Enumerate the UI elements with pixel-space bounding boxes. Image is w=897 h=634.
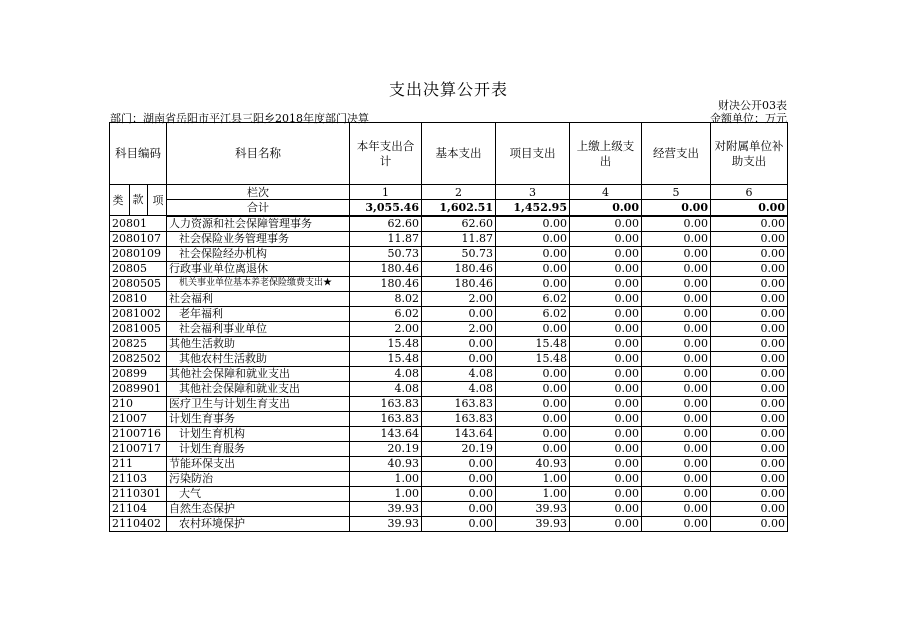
table-row [110, 411, 788, 426]
table-row [110, 501, 788, 516]
amount-cell: 0.00 [642, 336, 711, 351]
column-number: 5 [642, 185, 711, 200]
amount-cell: 0.00 [711, 441, 788, 456]
table-row [110, 306, 788, 321]
amount-cell: 0.00 [642, 261, 711, 276]
amount-cell: 15.48 [350, 351, 422, 366]
amount-cell: 0.00 [496, 366, 570, 381]
subject-code: 2082502 [110, 351, 167, 366]
subject-name: 社会保险业务管理事务 [167, 231, 350, 246]
amount-cell: 0.00 [642, 276, 711, 291]
amount-cell: 0.00 [642, 291, 711, 306]
subject-name: 其他社会保障和就业支出 [167, 366, 350, 381]
subject-code: 21103 [110, 471, 167, 486]
amount-cell: 6.02 [350, 306, 422, 321]
subject-name: 大气 [167, 486, 350, 501]
column-number: 2 [422, 185, 496, 200]
amount-cell: 0.00 [570, 261, 642, 276]
amount-cell: 0.00 [496, 441, 570, 456]
subject-code: 21104 [110, 501, 167, 516]
amount-cell: 0.00 [570, 396, 642, 411]
table-row [110, 396, 788, 411]
amount-cell: 0.00 [642, 456, 711, 471]
subject-name: 人力资源和社会保障管理事务 [167, 216, 350, 232]
amount-cell: 20.19 [422, 441, 496, 456]
subject-code: 20899 [110, 366, 167, 381]
amount-cell: 0.00 [711, 261, 788, 276]
total-value: 1,602.51 [422, 200, 496, 216]
amount-cell: 39.93 [496, 501, 570, 516]
amount-cell: 0.00 [570, 291, 642, 306]
amount-cell: 6.02 [496, 291, 570, 306]
amount-cell: 0.00 [422, 306, 496, 321]
subject-name: 其他生活救助 [167, 336, 350, 351]
table-row [110, 426, 788, 441]
header-subsidiary: 对附属单位补助支出 [711, 123, 788, 185]
subject-code: 2080109 [110, 246, 167, 261]
header-lei: 类 [112, 193, 124, 207]
amount-cell: 0.00 [711, 486, 788, 501]
subject-name: 计划生育服务 [167, 441, 350, 456]
amount-cell: 0.00 [570, 411, 642, 426]
table-row [110, 216, 788, 232]
amount-cell: 0.00 [642, 246, 711, 261]
subject-name: 社会福利 [167, 291, 350, 306]
amount-cell: 40.93 [350, 456, 422, 471]
subject-code: 210 [110, 396, 167, 411]
amount-cell: 0.00 [642, 306, 711, 321]
amount-cell: 0.00 [711, 366, 788, 381]
amount-cell: 0.00 [711, 411, 788, 426]
page-title: 支出决算公开表 [388, 80, 508, 99]
amount-cell: 0.00 [570, 426, 642, 441]
amount-cell: 0.00 [570, 516, 642, 531]
amount-cell: 0.00 [496, 246, 570, 261]
amount-cell: 0.00 [711, 246, 788, 261]
amount-cell: 15.48 [496, 336, 570, 351]
column-number: 6 [711, 185, 788, 200]
amount-cell: 0.00 [642, 441, 711, 456]
subject-name: 其他社会保障和就业支出 [167, 381, 350, 396]
amount-cell: 0.00 [711, 396, 788, 411]
total-value: 0.00 [642, 200, 711, 216]
amount-cell: 0.00 [570, 351, 642, 366]
amount-cell: 163.83 [422, 411, 496, 426]
amount-cell: 0.00 [570, 456, 642, 471]
amount-cell: 0.00 [570, 216, 642, 232]
amount-cell: 0.00 [570, 306, 642, 321]
table-row [110, 456, 788, 471]
amount-cell: 62.60 [350, 216, 422, 232]
table-row [110, 366, 788, 381]
amount-cell: 4.08 [422, 366, 496, 381]
subject-name: 计划生育机构 [167, 426, 350, 441]
amount-cell: 0.00 [642, 396, 711, 411]
amount-cell: 0.00 [570, 381, 642, 396]
amount-cell: 0.00 [711, 216, 788, 232]
amount-cell: 0.00 [570, 321, 642, 336]
amount-cell: 0.00 [496, 321, 570, 336]
amount-cell: 0.00 [422, 501, 496, 516]
subject-code: 2080505 [110, 276, 167, 291]
department-label: 部门：湖南省岳阳市平江县三阳乡2018年度部门决算 [110, 112, 369, 125]
amount-cell: 0.00 [711, 456, 788, 471]
subject-code: 20805 [110, 261, 167, 276]
amount-cell: 0.00 [496, 231, 570, 246]
subject-name: 农村环境保护 [167, 516, 350, 531]
subject-code: 20810 [110, 291, 167, 306]
amount-cell: 0.00 [642, 381, 711, 396]
amount-cell: 0.00 [422, 351, 496, 366]
amount-cell: 2.00 [422, 291, 496, 306]
sum-label: 合计 [167, 200, 350, 216]
amount-cell: 62.60 [422, 216, 496, 232]
table-row [110, 486, 788, 501]
subject-code: 2100716 [110, 426, 167, 441]
amount-cell: 0.00 [642, 411, 711, 426]
table-row [110, 336, 788, 351]
amount-cell: 0.00 [711, 336, 788, 351]
amount-cell: 0.00 [570, 276, 642, 291]
amount-cell: 0.00 [496, 396, 570, 411]
subject-code: 2089901 [110, 381, 167, 396]
table-row [110, 441, 788, 456]
amount-cell: 163.83 [350, 411, 422, 426]
amount-cell: 0.00 [642, 351, 711, 366]
total-value: 0.00 [711, 200, 788, 216]
amount-cell: 11.87 [422, 231, 496, 246]
amount-cell: 0.00 [422, 486, 496, 501]
table-row [110, 516, 788, 531]
amount-cell: 0.00 [496, 216, 570, 232]
subject-code: 2081002 [110, 306, 167, 321]
amount-cell: 2.00 [350, 321, 422, 336]
header-subject-name: 科目名称 [167, 123, 350, 185]
amount-cell: 0.00 [642, 426, 711, 441]
amount-cell: 0.00 [570, 366, 642, 381]
expenditure-table [109, 122, 788, 532]
amount-cell: 39.93 [350, 516, 422, 531]
table-row [110, 471, 788, 486]
subject-code: 2080107 [110, 231, 167, 246]
subject-name: 社会福利事业单位 [167, 321, 350, 336]
amount-cell: 0.00 [642, 216, 711, 232]
column-number: 4 [570, 185, 642, 200]
subject-name: 污染防治 [167, 471, 350, 486]
amount-cell: 0.00 [642, 486, 711, 501]
total-value: 0.00 [570, 200, 642, 216]
amount-cell: 0.00 [642, 501, 711, 516]
subject-code: 2081005 [110, 321, 167, 336]
amount-cell: 0.00 [711, 231, 788, 246]
total-value: 1,452.95 [496, 200, 570, 216]
amount-cell: 0.00 [422, 516, 496, 531]
amount-cell: 143.64 [422, 426, 496, 441]
amount-cell: 0.00 [711, 321, 788, 336]
table-row [110, 231, 788, 246]
header-total: 本年支出合计 [350, 123, 422, 185]
subject-code: 20825 [110, 336, 167, 351]
amount-cell: 0.00 [711, 306, 788, 321]
amount-cell: 0.00 [711, 276, 788, 291]
amount-cell: 0.00 [570, 246, 642, 261]
amount-cell: 1.00 [496, 471, 570, 486]
table-row [110, 321, 788, 336]
amount-cell: 0.00 [711, 381, 788, 396]
column-order-label: 栏次 [167, 185, 350, 200]
amount-cell: 1.00 [350, 471, 422, 486]
amount-cell: 0.00 [711, 351, 788, 366]
subject-name: 老年福利 [167, 306, 350, 321]
subject-code: 20801 [110, 216, 167, 232]
table-row [110, 276, 788, 291]
subject-name: 医疗卫生与计划生育支出 [167, 396, 350, 411]
amount-cell: 0.00 [422, 471, 496, 486]
amount-cell: 0.00 [570, 336, 642, 351]
amount-cell: 0.00 [642, 231, 711, 246]
subject-name: 行政事业单位离退休 [167, 261, 350, 276]
amount-cell: 11.87 [350, 231, 422, 246]
amount-cell: 180.46 [350, 261, 422, 276]
column-number: 1 [350, 185, 422, 200]
subject-code: 2110301 [110, 486, 167, 501]
subject-name: 机关事业单位基本养老保险缴费支出★ [167, 276, 350, 291]
amount-cell: 0.00 [570, 501, 642, 516]
amount-cell: 20.19 [350, 441, 422, 456]
amount-cell: 4.08 [422, 381, 496, 396]
amount-cell: 50.73 [422, 246, 496, 261]
subject-name: 节能环保支出 [167, 456, 350, 471]
amount-cell: 0.00 [642, 321, 711, 336]
amount-cell: 40.93 [496, 456, 570, 471]
amount-cell: 0.00 [711, 291, 788, 306]
subject-name: 社会保险经办机构 [167, 246, 350, 261]
amount-unit: 金额单位：万元 [710, 112, 787, 125]
amount-cell: 15.48 [350, 336, 422, 351]
header-upper: 上缴上级支出 [570, 123, 642, 185]
amount-cell: 0.00 [711, 501, 788, 516]
form-code: 财决公开03表 [718, 99, 787, 112]
amount-cell: 0.00 [642, 366, 711, 381]
amount-cell: 0.00 [570, 486, 642, 501]
amount-cell: 163.83 [350, 396, 422, 411]
header-xiang: 项 [152, 193, 164, 207]
header-subject-code: 科目编码 [110, 123, 167, 185]
amount-cell: 0.00 [422, 456, 496, 471]
amount-cell: 15.48 [496, 351, 570, 366]
amount-cell: 0.00 [496, 411, 570, 426]
lei-kuan-xiang-cell [110, 185, 167, 216]
amount-cell: 0.00 [496, 426, 570, 441]
header-project: 项目支出 [496, 123, 570, 185]
subject-name: 自然生态保护 [167, 501, 350, 516]
subject-code: 211 [110, 456, 167, 471]
subject-name: 其他农村生活救助 [167, 351, 350, 366]
table-row [110, 261, 788, 276]
amount-cell: 2.00 [422, 321, 496, 336]
amount-cell: 6.02 [496, 306, 570, 321]
amount-cell: 1.00 [350, 486, 422, 501]
amount-cell: 1.00 [496, 486, 570, 501]
subject-code: 2100717 [110, 441, 167, 456]
amount-cell: 4.08 [350, 381, 422, 396]
amount-cell: 0.00 [642, 516, 711, 531]
amount-cell: 0.00 [496, 276, 570, 291]
total-value: 3,055.46 [350, 200, 422, 216]
table-row [110, 246, 788, 261]
amount-cell: 180.46 [422, 261, 496, 276]
amount-cell: 180.46 [422, 276, 496, 291]
table-row [110, 291, 788, 306]
header-business: 经营支出 [642, 123, 711, 185]
amount-cell: 4.08 [350, 366, 422, 381]
amount-cell: 143.64 [350, 426, 422, 441]
amount-cell: 50.73 [350, 246, 422, 261]
amount-cell: 0.00 [570, 441, 642, 456]
amount-cell: 0.00 [570, 471, 642, 486]
subject-code: 2110402 [110, 516, 167, 531]
header-kuan: 款 [129, 185, 148, 215]
amount-cell: 8.02 [350, 291, 422, 306]
table-row [110, 381, 788, 396]
amount-cell: 39.93 [350, 501, 422, 516]
amount-cell: 0.00 [496, 381, 570, 396]
amount-cell: 163.83 [422, 396, 496, 411]
subject-code: 21007 [110, 411, 167, 426]
amount-cell: 0.00 [642, 471, 711, 486]
amount-cell: 0.00 [496, 261, 570, 276]
table-row [110, 351, 788, 366]
subject-name: 计划生育事务 [167, 411, 350, 426]
header-basic: 基本支出 [422, 123, 496, 185]
column-number: 3 [496, 185, 570, 200]
amount-cell: 0.00 [422, 336, 496, 351]
amount-cell: 0.00 [711, 471, 788, 486]
amount-cell: 0.00 [711, 426, 788, 441]
amount-cell: 180.46 [350, 276, 422, 291]
amount-cell: 0.00 [570, 231, 642, 246]
amount-cell: 39.93 [496, 516, 570, 531]
amount-cell: 0.00 [711, 516, 788, 531]
